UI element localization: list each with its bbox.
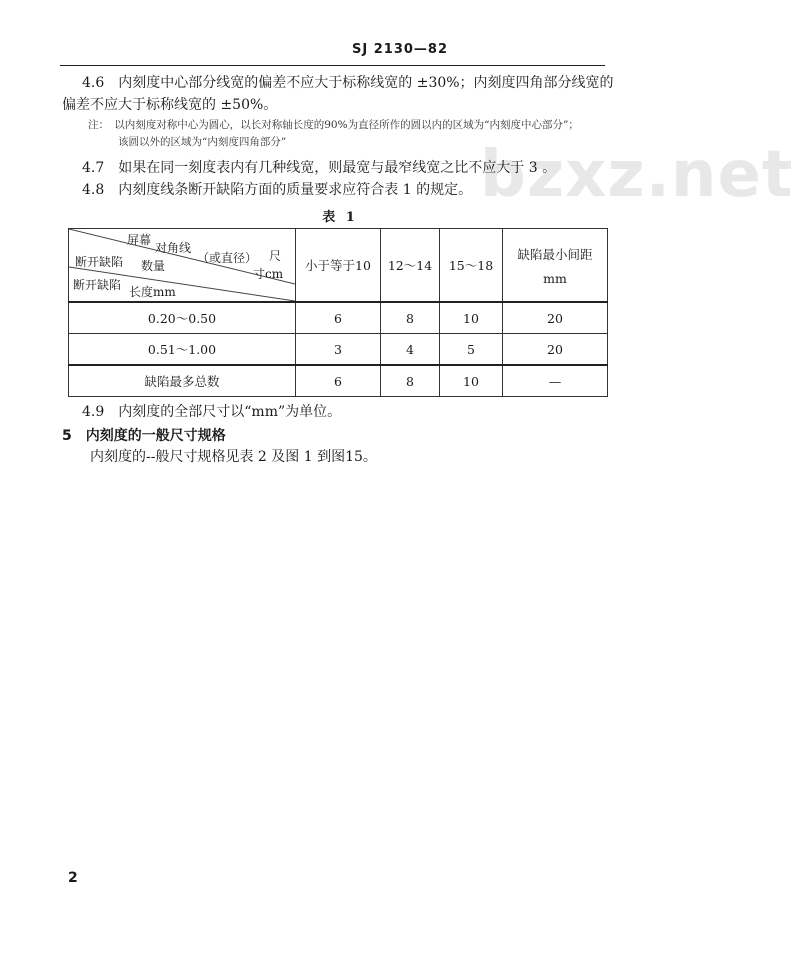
- clause-4-9: 4.9 内刻度的全部尺寸以“mm”为单位。: [82, 404, 342, 420]
- clause-4-6-line2: 偏差不应大于标称线宽的 ±50%。: [62, 97, 278, 113]
- cell: 5: [440, 334, 503, 366]
- clause-4-8: 4.8 内刻度线条断开缺陷方面的质量要求应符合表 1 的规定。: [82, 182, 473, 198]
- row-label: 0.51～1.00: [69, 334, 296, 366]
- label-size: 尺: [269, 249, 282, 263]
- page-number: 2: [68, 870, 78, 886]
- section-5-body: 内刻度的--般尺寸规格见表 2 及图 1 到图15。: [90, 449, 377, 465]
- header-min-spacing: [503, 229, 608, 303]
- cell: 4: [381, 334, 440, 366]
- label-defect-count-b: 数量: [141, 259, 166, 273]
- table-row: [69, 302, 608, 334]
- table1: [68, 228, 608, 397]
- section-5-title: 5 内刻度的一般尺寸规格: [62, 428, 226, 444]
- table1-header-row: [69, 229, 608, 303]
- header-min-spacing-unit: mm: [543, 270, 567, 286]
- label-or-diameter: （或直径）: [197, 251, 258, 265]
- header-size-12-14: 12～14: [381, 229, 440, 303]
- table1-caption: 表 1: [322, 210, 358, 225]
- cell: —: [503, 365, 608, 397]
- label-screen: 屏幕: [127, 233, 152, 247]
- header-min-spacing-label: 缺陷最小间距: [517, 246, 593, 262]
- cell: 10: [440, 302, 503, 334]
- note-line2: 该圆以外的区域为“内刻度四角部分”: [118, 136, 287, 148]
- label-diagonal: 对角线: [155, 241, 192, 255]
- doc-header-code: SJ 2130—82: [352, 42, 448, 57]
- label-defect-count-a: 断开缺陷: [75, 255, 124, 269]
- cell: 3: [296, 334, 381, 366]
- cell: 8: [381, 365, 440, 397]
- label-break-length-a: 断开缺陷: [73, 278, 122, 292]
- cell: 6: [296, 365, 381, 397]
- table-total-row: [69, 365, 608, 397]
- cell: 8: [381, 302, 440, 334]
- cell: 20: [503, 302, 608, 334]
- header-size-le-10: 小于等于10: [296, 229, 381, 303]
- clause-4-6-line1: 4.6 内刻度中心部分线宽的偏差不应大于标称线宽的 ±30%；内刻度四角部分线宽的: [82, 75, 614, 91]
- header-size-15-18: 15～18: [440, 229, 503, 303]
- cell: 10: [440, 365, 503, 397]
- watermark: bzxz.net: [480, 138, 794, 212]
- header-rule: [60, 65, 605, 66]
- clause-4-7: 4.7 如果在同一刻度表内有几种线宽，则最宽与最窄线宽之比不应大于 3 。: [82, 160, 557, 176]
- label-break-length-b: 长度mm: [129, 285, 176, 299]
- note-line1: 注： 以内刻度对称中心为圆心，以长对称轴长度的90%为直径所作的圆以内的区域为“内刻度中心部分”；: [88, 119, 579, 131]
- cell: 20: [503, 334, 608, 366]
- table1-diagonal-header: [69, 229, 296, 303]
- row-label: 0.20～0.50: [69, 302, 296, 334]
- cell: 6: [296, 302, 381, 334]
- table-row: [69, 334, 608, 366]
- label-size-unit: 寸cm: [253, 267, 284, 281]
- total-label: 缺陷最多总数: [69, 365, 296, 397]
